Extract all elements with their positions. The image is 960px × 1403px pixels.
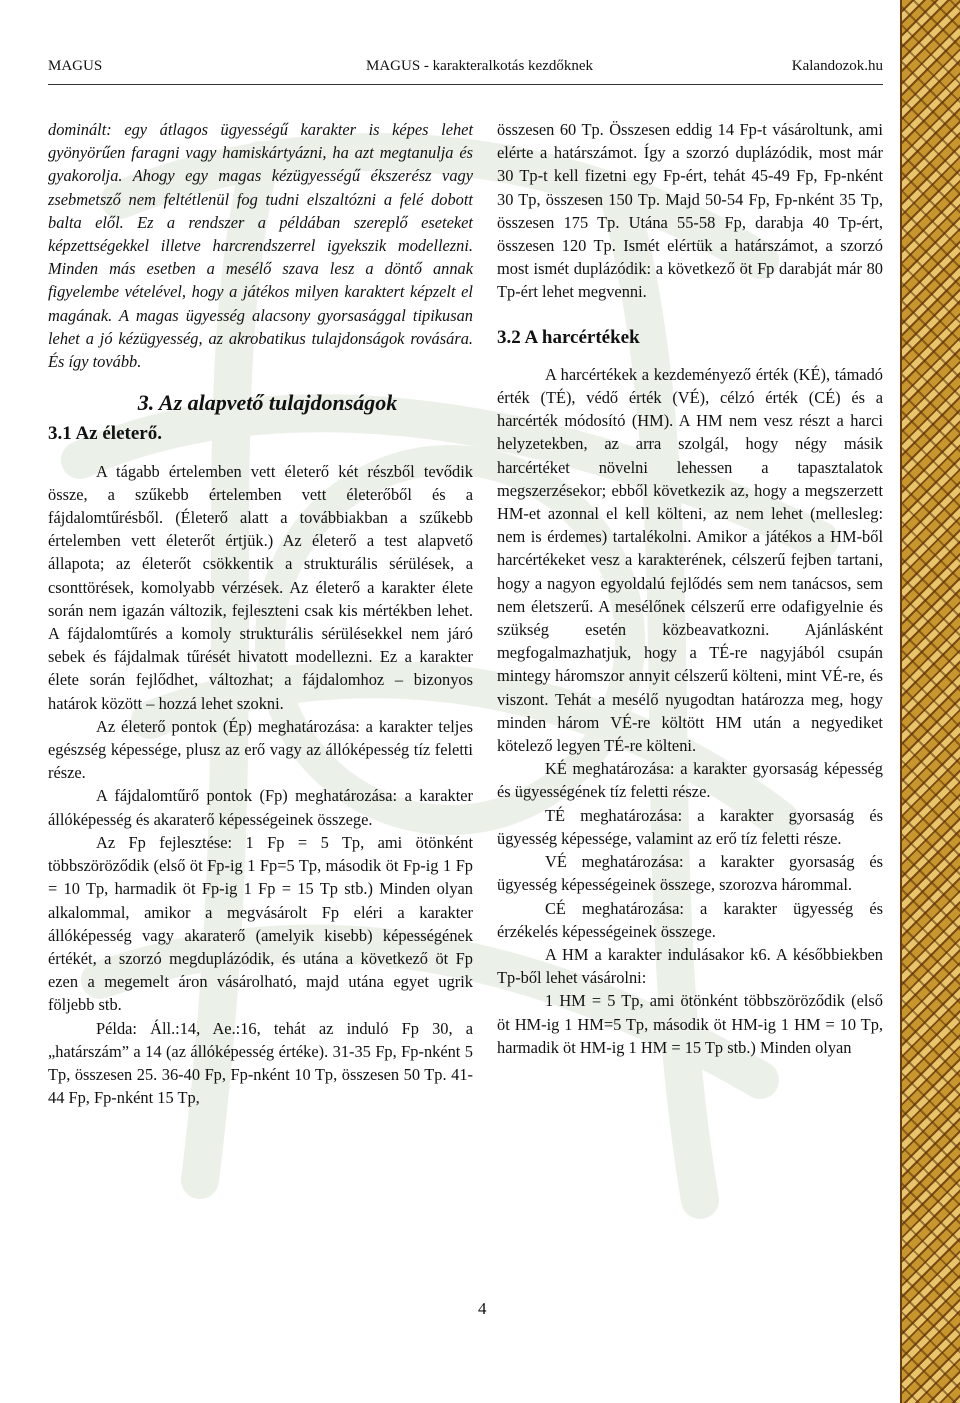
intro-paragraph: dominált: egy átlagos ügyességű karakter is képes lehet gyönyörűen faragni vagy hamiskártyázni, ha azt megtanulja és gyakorolja. Ahogy egy magas kézügyességű ékszerész vagy zsebmetsző nem feltétlenül fog tudni elszaltózni a felé dobott balta elől. Ez a rendszer a példában szereplő eseteket képzettségekkel illetve harcrendszerrel igyekszik modellezni. Minden más esetben a mesélő szava lesz a döntő annak figyelembe vételével, hogy a játékos milyen karaktert képzelt el magának. A magas ügyesség alacsony gyorsasággal tipikusan lehet a jó kézügyesség, az akrobatikus tulajdonságok rovására. És így tovább. — [48, 120, 473, 372]
paragraph: A HM a karakter indulásakor k6. A későbbiekben Tp-ből lehet vásárolni: — [497, 944, 883, 988]
header-left: MAGUS — [48, 58, 103, 74]
paragraph: A fájdalomtűrő pontok (Fp) meghatározása: a karakter állóképesség és akaraterő képességeinek összege. — [48, 786, 473, 829]
section-title-eletero: 3.1 Az életerő. — [48, 423, 162, 445]
paragraph: Az életerő pontok (Ép) meghatározása: a karakter teljes egészség képessége, plusz az erő vagy az állóképesség tíz feletti része. — [48, 716, 473, 783]
section-title-harcertekek: 3.2 A harcértékek — [497, 326, 640, 348]
paragraph: CÉ meghatározása: a karakter ügyesség és érzékelés képességeinek összege. — [497, 898, 883, 941]
paragraph: Az Fp fejlesztése: 1 Fp = 5 Tp, ami ötönként többszöröződik (első öt Fp-ig 1 Fp=5 Tp, második öt Fp-ig 1 Fp = 10 Tp, harmadik öt Fp-ig 1 Fp = 15 Tp stb.) Minden olyan alkalommal, amikor a megvásárolt Fp eléri a karakter állóképesség vagy akaraterő (amelyik kisebb) képességének értékét, a szorzó megduplázódik, és utána a következő öt Fp ezen a megemelt áron vásárolható, majd utána egyet ugrik följebb stb. — [48, 832, 473, 1015]
right-column — [497, 118, 883, 1059]
left-column — [48, 118, 473, 1109]
paragraph: VÉ meghatározása: a karakter gyorsaság és ügyesség képességeinek összege, szorozva hárommal. — [497, 852, 883, 895]
paragraph: A tágabb értelemben vett életerő két részből tevődik össze, a szűkebb értelemben vett életerőből és a fájdalomtűrésből. (Életerő alatt a továbbiakban a szűkebb értelemben vett életerőt értjük.) Az életerő a test alapvető állapota; az életerőt csökkentik a strukturális sérülések, a csonttörések, komolyabb vérzések. Az életerő a karakter élete során nem igazán változik, fejleszteni csak kis mértékben lehet. A fájdalomtűrés a komoly strukturális sérülésekkel nem járó sebek és fájdalmak tűrését hivatott modellezni. Ez a karakter élete során fejlődhet, változhat; a fájdalomhoz – bizonyos határok között – hozzá lehet szokni. — [48, 461, 473, 713]
paragraph: TÉ meghatározása: a karakter gyorsaság és ügyesség képessége, valamint az erő tíz feletti része. — [497, 805, 883, 848]
page-number: 4 — [478, 1299, 487, 1318]
paragraph: KÉ meghatározása: a karakter gyorsaság képesség és ügyességének tíz feletti része. — [497, 759, 883, 802]
example-paragraph: Példa: Áll.:14, Ae.:16, tehát az induló Fp 30, a „határszám” a 14 (az állóképesség értéke). 31-35 Fp, Fp-nként 5 Tp, összesen 25. 36-40 Fp, Fp-nként 10 Tp, összesen 50 Tp. 41-44 Fp, Fp-nként 15 Tp, — [48, 1018, 473, 1108]
paragraph: A harcértékek a kezdeményező érték (KÉ), támadó érték (TÉ), védő érték (VÉ), célzó érték (CÉ) és a harcérték módosító (HM). A HM nem vesz részt a harci helyzetekben, az arra szolgál, hogy négy másik harcértéket növelni lehessen a tapasztalatok megszerzésekor; ebből következik az, hogy a megszerzett HM-et azonnal el kell költeni, az nem lehet (mellesleg: nem is érdemes) tartalékolni. Amikor a játékos a HM-ből harcértékeket vesz a karakterének, célszerű fejben tartani, hogy a nagyon egyoldalú fejlődés sem nem tanácsos, sem nem életszerű. A mesélőnek célszerű erre odafigyelnie és szükség esetén közbeavatkozni. Ajánlásként megfogalmazhatjuk, hogy a TÉ-re nagyjából csupán mintegy háromszor annyit célszerű költeni, mint VÉ-re, és viszont. Tehát a mesélő nyugodtan határozza meg, hogy minden három VÉ-re költött HM után a negyediket kötelező legyen TÉ-re költeni. — [497, 364, 883, 756]
header-right: Kalandozok.hu — [791, 58, 883, 74]
decorative-border — [900, 0, 960, 1403]
page-header — [48, 58, 883, 80]
chapter-title: 3. Az alapvető tulajdonságok — [137, 390, 398, 416]
paragraph: összesen 60 Tp. Összesen eddig 14 Fp-t vásároltunk, ami elérte a határszámot. Így a szorzó duplázódik, most már 30 Tp-t kell fizetni egy Fp-ért, tehát 45-49 Fp, Fp-nként 30 Tp, összesen 150 Tp. Majd 50-54 Fp, Fp-nként 35 Tp, összesen 175 Tp. Utána 55-58 Fp, darabja 40 Tp-ért, összesen 120 Tp. Ismét elértük a határszámot, a szorzó most ismét duplázódik: a következő öt Fp darabját már 80 Tp-ért lehet megvenni. — [497, 120, 883, 302]
header-rule — [48, 84, 883, 85]
header-center: MAGUS - karakteralkotás kezdőknek — [366, 58, 594, 74]
paragraph: 1 HM = 5 Tp, ami ötönként többszöröződik (első öt HM-ig 1 HM=5 Tp, második öt HM-ig 1 HM = 10 Tp, harmadik öt HM-ig 1 HM = 15 Tp stb.) Minden olyan — [497, 991, 883, 1057]
